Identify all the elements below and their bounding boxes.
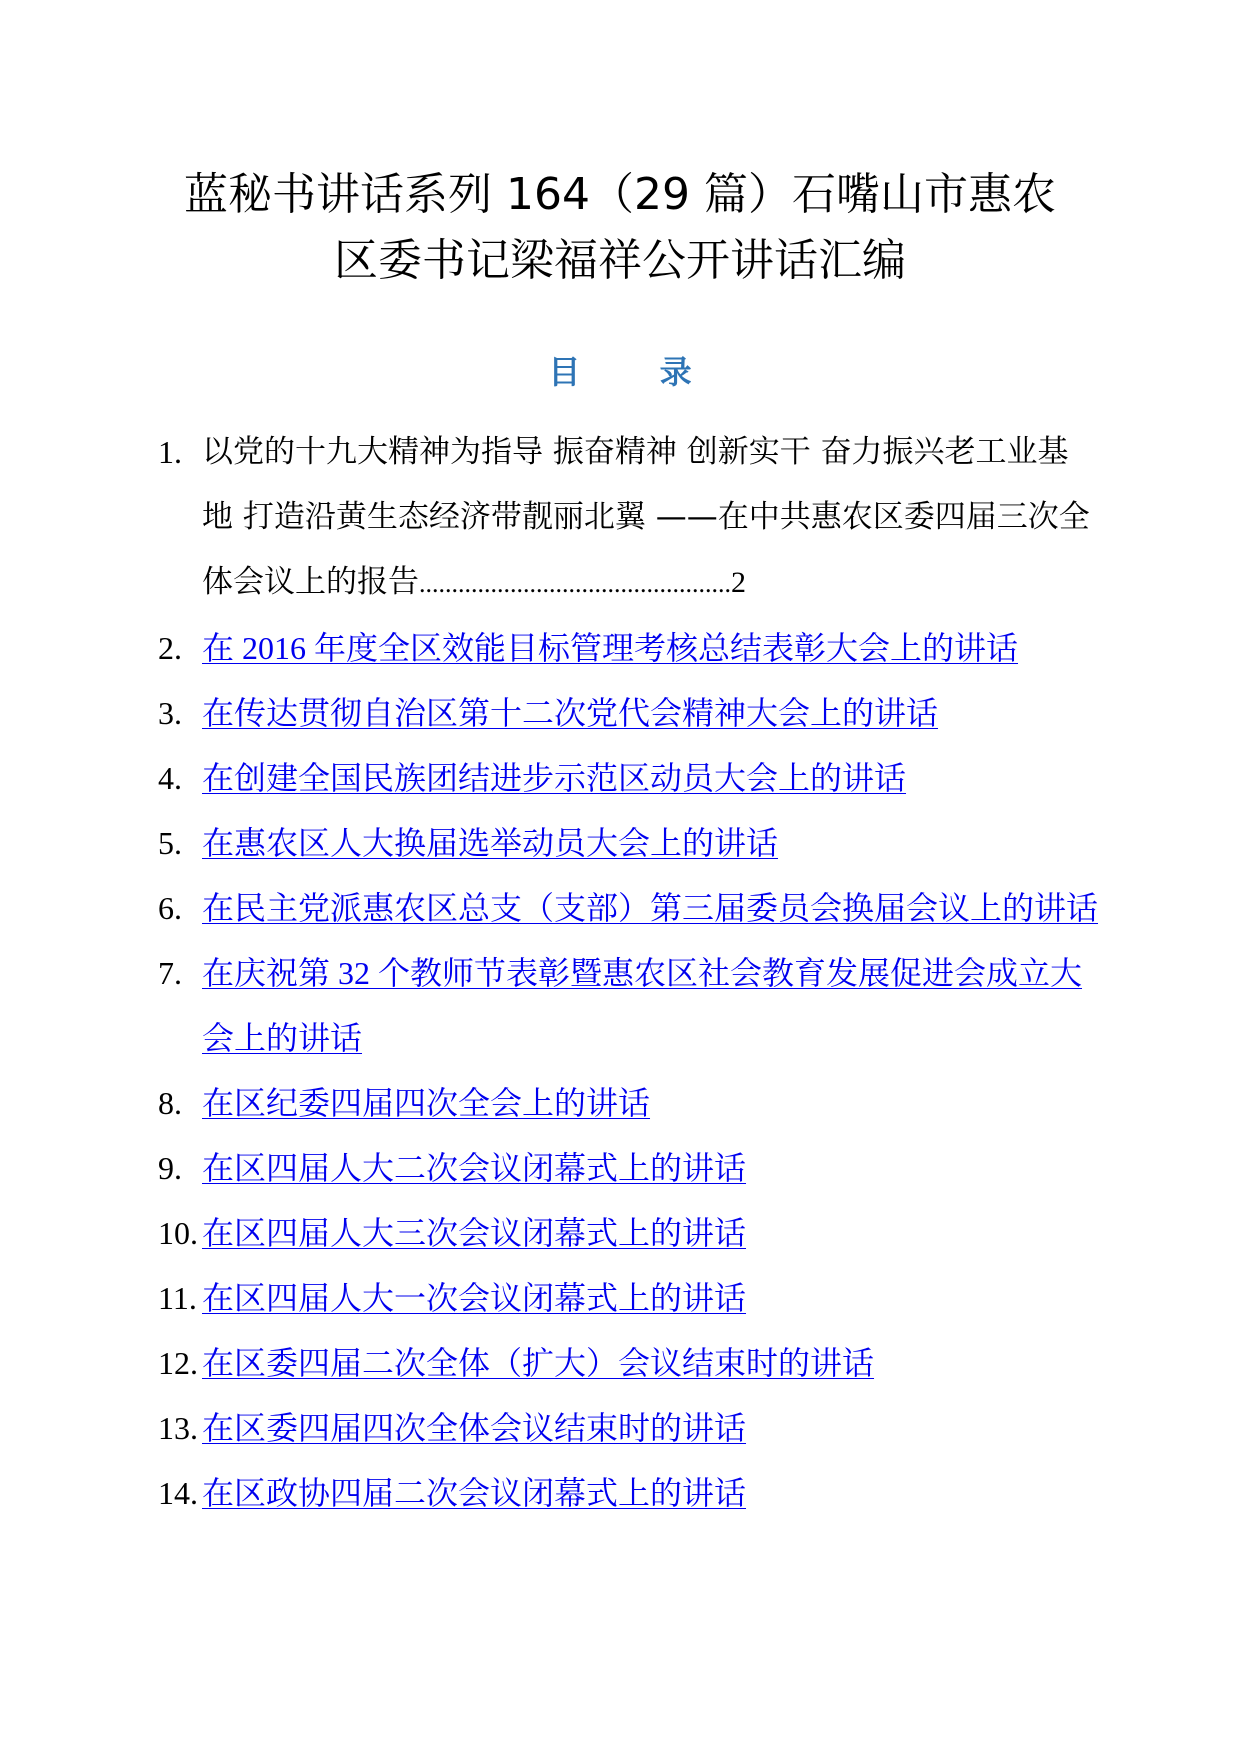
toc-entry-text — [202, 420, 1098, 616]
toc-entry-link[interactable]: 在区四届人大一次会议闭幕式上的讲话 — [202, 1280, 747, 1316]
toc-entry-4 — [158, 746, 1098, 811]
toc-entry-link[interactable]: 在区四届人大二次会议闭幕式上的讲话 — [202, 1150, 747, 1186]
toc-entry-2 — [158, 616, 1098, 681]
toc-entry-6 — [158, 876, 1098, 941]
toc-entry-text — [202, 1201, 1098, 1266]
toc-entry-number: 13. — [158, 1410, 198, 1446]
toc-entry-text — [202, 876, 1098, 941]
toc-entry-number: 6. — [158, 890, 182, 926]
document-title-line-2: 区委书记梁福祥公开讲话汇编 — [334, 235, 906, 286]
toc-entry-link[interactable]: 在创建全国民族团结进步示范区动员大会上的讲话 — [202, 760, 907, 796]
toc-entry-13 — [158, 1396, 1098, 1461]
toc-entry-11 — [158, 1266, 1098, 1331]
toc-entry-number: 4. — [158, 760, 182, 796]
toc-entry-12 — [158, 1331, 1098, 1396]
toc-entry-link[interactable]: 在区四届人大三次会议闭幕式上的讲话 — [202, 1215, 747, 1251]
toc-entry-1 — [158, 420, 1098, 616]
toc-entry-text — [202, 681, 1098, 746]
toc-entry-link[interactable]: 在传达贯彻自治区第十二次党代会精神大会上的讲话 — [202, 695, 939, 731]
toc-entry-link[interactable]: 在 2016 年度全区效能目标管理考核总结表彰大会上的讲话 — [202, 630, 1019, 666]
toc-entry-title: 以党的十九大精神为指导 振奋精神 创新实干 奋力振兴老工业基地 打造沿黄生态经济带靓丽北翼 ——在中共惠农区委四届三次全体会议上的报告 — [202, 434, 1090, 600]
toc-entry-number: 8. — [158, 1085, 182, 1121]
document-title — [150, 162, 1090, 294]
toc-entry-number: 12. — [158, 1345, 198, 1381]
toc-entry-number: 11. — [158, 1280, 197, 1316]
toc-entry-number: 2. — [158, 630, 182, 666]
toc-entry-number: 14. — [158, 1475, 198, 1511]
toc-entry-text — [202, 1461, 1098, 1526]
toc-entry-text — [202, 1396, 1098, 1461]
toc-entry-link[interactable]: 在区政协四届二次会议闭幕式上的讲话 — [202, 1475, 747, 1511]
toc-leader-dots: ................................................ — [419, 569, 731, 598]
toc-entry-number: 10. — [158, 1215, 198, 1251]
toc-entry-9 — [158, 1136, 1098, 1201]
toc-entry-number: 1. — [158, 434, 182, 470]
toc-entry-number: 5. — [158, 825, 182, 861]
document-title-line-1: 蓝秘书讲话系列 164（29 篇）石嘴山市惠农 — [184, 169, 1056, 220]
toc-entry-text — [202, 1331, 1098, 1396]
toc-entry-number: 9. — [158, 1150, 182, 1186]
toc-entry-link[interactable]: 在区委四届四次全体会议结束时的讲话 — [202, 1410, 747, 1446]
toc-entry-number: 3. — [158, 695, 182, 731]
toc-entry-link[interactable]: 在民主党派惠农区总支（支部）第三届委员会换届会议上的讲话 — [202, 890, 1099, 926]
table-of-contents — [158, 420, 1098, 1526]
toc-entry-7 — [158, 941, 1098, 1071]
toc-entry-10 — [158, 1201, 1098, 1266]
toc-entry-text — [202, 1071, 1098, 1136]
toc-heading: 目 录 — [548, 353, 726, 391]
toc-entry-link[interactable]: 在庆祝第 32 个教师节表彰暨惠农区社会教育发展促进会成立大会上的讲话 — [202, 955, 1083, 1056]
toc-entry-8 — [158, 1071, 1098, 1136]
toc-entry-text — [202, 1266, 1098, 1331]
toc-entry-link[interactable]: 在惠农区人大换届选举动员大会上的讲话 — [202, 825, 779, 861]
toc-entry-3 — [158, 681, 1098, 746]
toc-page-number: 2 — [731, 566, 746, 599]
toc-entry-link[interactable]: 在区委四届二次全体（扩大）会议结束时的讲话 — [202, 1345, 875, 1381]
toc-entry-link[interactable]: 在区纪委四届四次全会上的讲话 — [202, 1085, 651, 1121]
toc-entry-text — [202, 1136, 1098, 1201]
toc-entry-14 — [158, 1461, 1098, 1526]
toc-entry-number: 7. — [158, 955, 182, 991]
toc-entry-5 — [158, 811, 1098, 876]
toc-entry-text — [202, 746, 1098, 811]
toc-entry-text — [202, 941, 1098, 1071]
toc-entry-text — [202, 811, 1098, 876]
toc-entry-text — [202, 616, 1098, 681]
